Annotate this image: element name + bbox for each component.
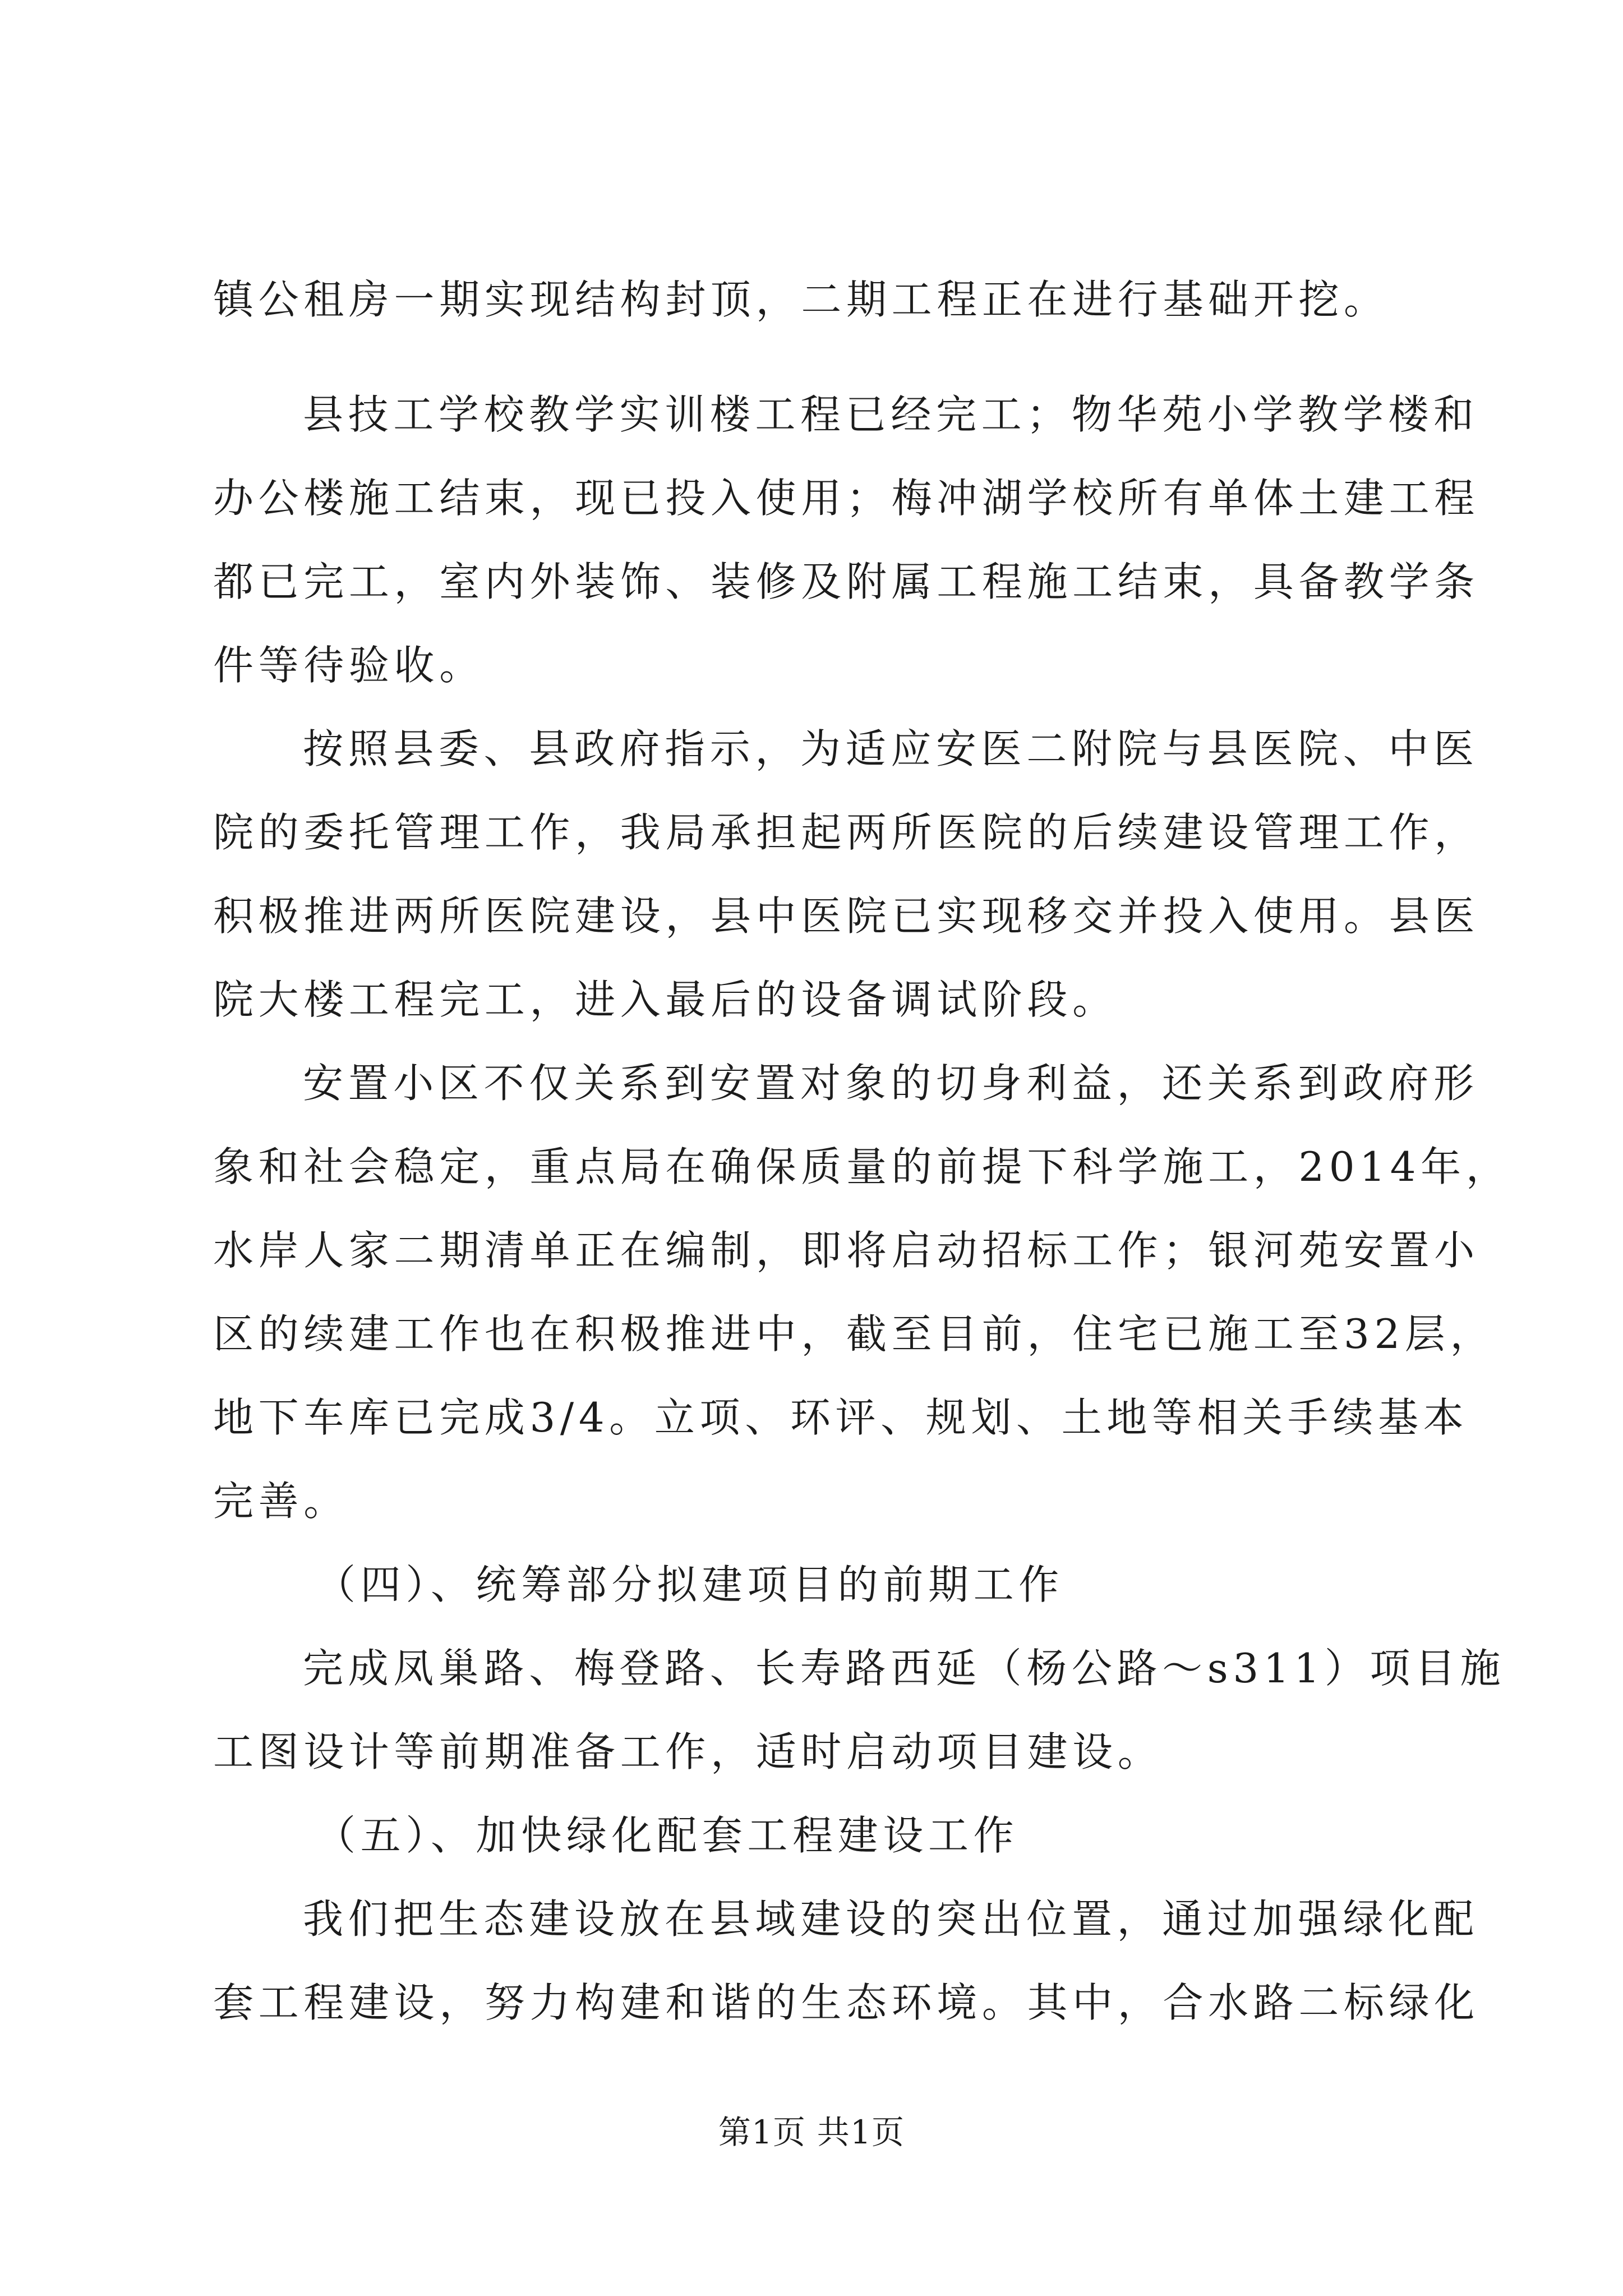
text-line: 完善。 (213, 1478, 349, 1525)
text-line: 象和社会稳定，重点局在确保质量的前提下科学施工，2014年， (213, 1143, 1511, 1190)
page-footer: 第1页 共1页 (718, 2113, 905, 2151)
text-line: 件等待验收。 (213, 642, 485, 689)
text-line: 我们把生态建设放在县域建设的突出位置，通过加强绿化配 (303, 1895, 1479, 1943)
text-line: 办公楼施工结束，现已投入使用；梅冲湖学校所有单体土建工程 (213, 475, 1479, 522)
text-line: 都已完工，室内外装饰、装修及附属工程施工结束，具备教学条 (213, 558, 1479, 605)
text-line: 套工程建设，努力构建和谐的生态环境。其中，合水路二标绿化 (213, 1979, 1479, 2026)
text-line: 院大楼工程完工，进入最后的设备调试阶段。 (213, 976, 1118, 1023)
text-line: 积极推进两所医院建设，县中医院已实现移交并投入使用。县医 (213, 892, 1479, 940)
text-line: 县技工学校教学实训楼工程已经完工；物华苑小学教学楼和 (303, 391, 1479, 438)
section-heading: （五）、加快绿化配套工程建设工作 (315, 1812, 1019, 1859)
text-line: 区的续建工作也在积极推进中，截至目前，住宅已施工至32层， (213, 1310, 1496, 1358)
text-line: 安置小区不仅关系到安置对象的切身利益，还关系到政府形 (303, 1060, 1479, 1107)
text-line: 地下车库已完成3/4。立项、环评、规划、土地等相关手续基本 (213, 1394, 1469, 1441)
text-line: 镇公租房一期实现结构封顶，二期工程正在进行基础开挖。 (213, 276, 1389, 323)
text-line: 工图设计等前期准备工作，适时启动项目建设。 (213, 1728, 1163, 1775)
text-line: 按照县委、县政府指示，为适应安医二附院与县医院、中医 (303, 725, 1479, 772)
section-heading: （四）、统筹部分拟建项目的前期工作 (315, 1561, 1064, 1608)
text-line: 院的委托管理工作，我局承担起两所医院的后续建设管理工作， (213, 809, 1479, 856)
text-line: 水岸人家二期清单正在编制，即将启动招标工作；银河苑安置小 (213, 1227, 1479, 1274)
text-line: 完成凤巢路、梅登路、长寿路西延（杨公路～s311）项目施 (303, 1645, 1506, 1692)
